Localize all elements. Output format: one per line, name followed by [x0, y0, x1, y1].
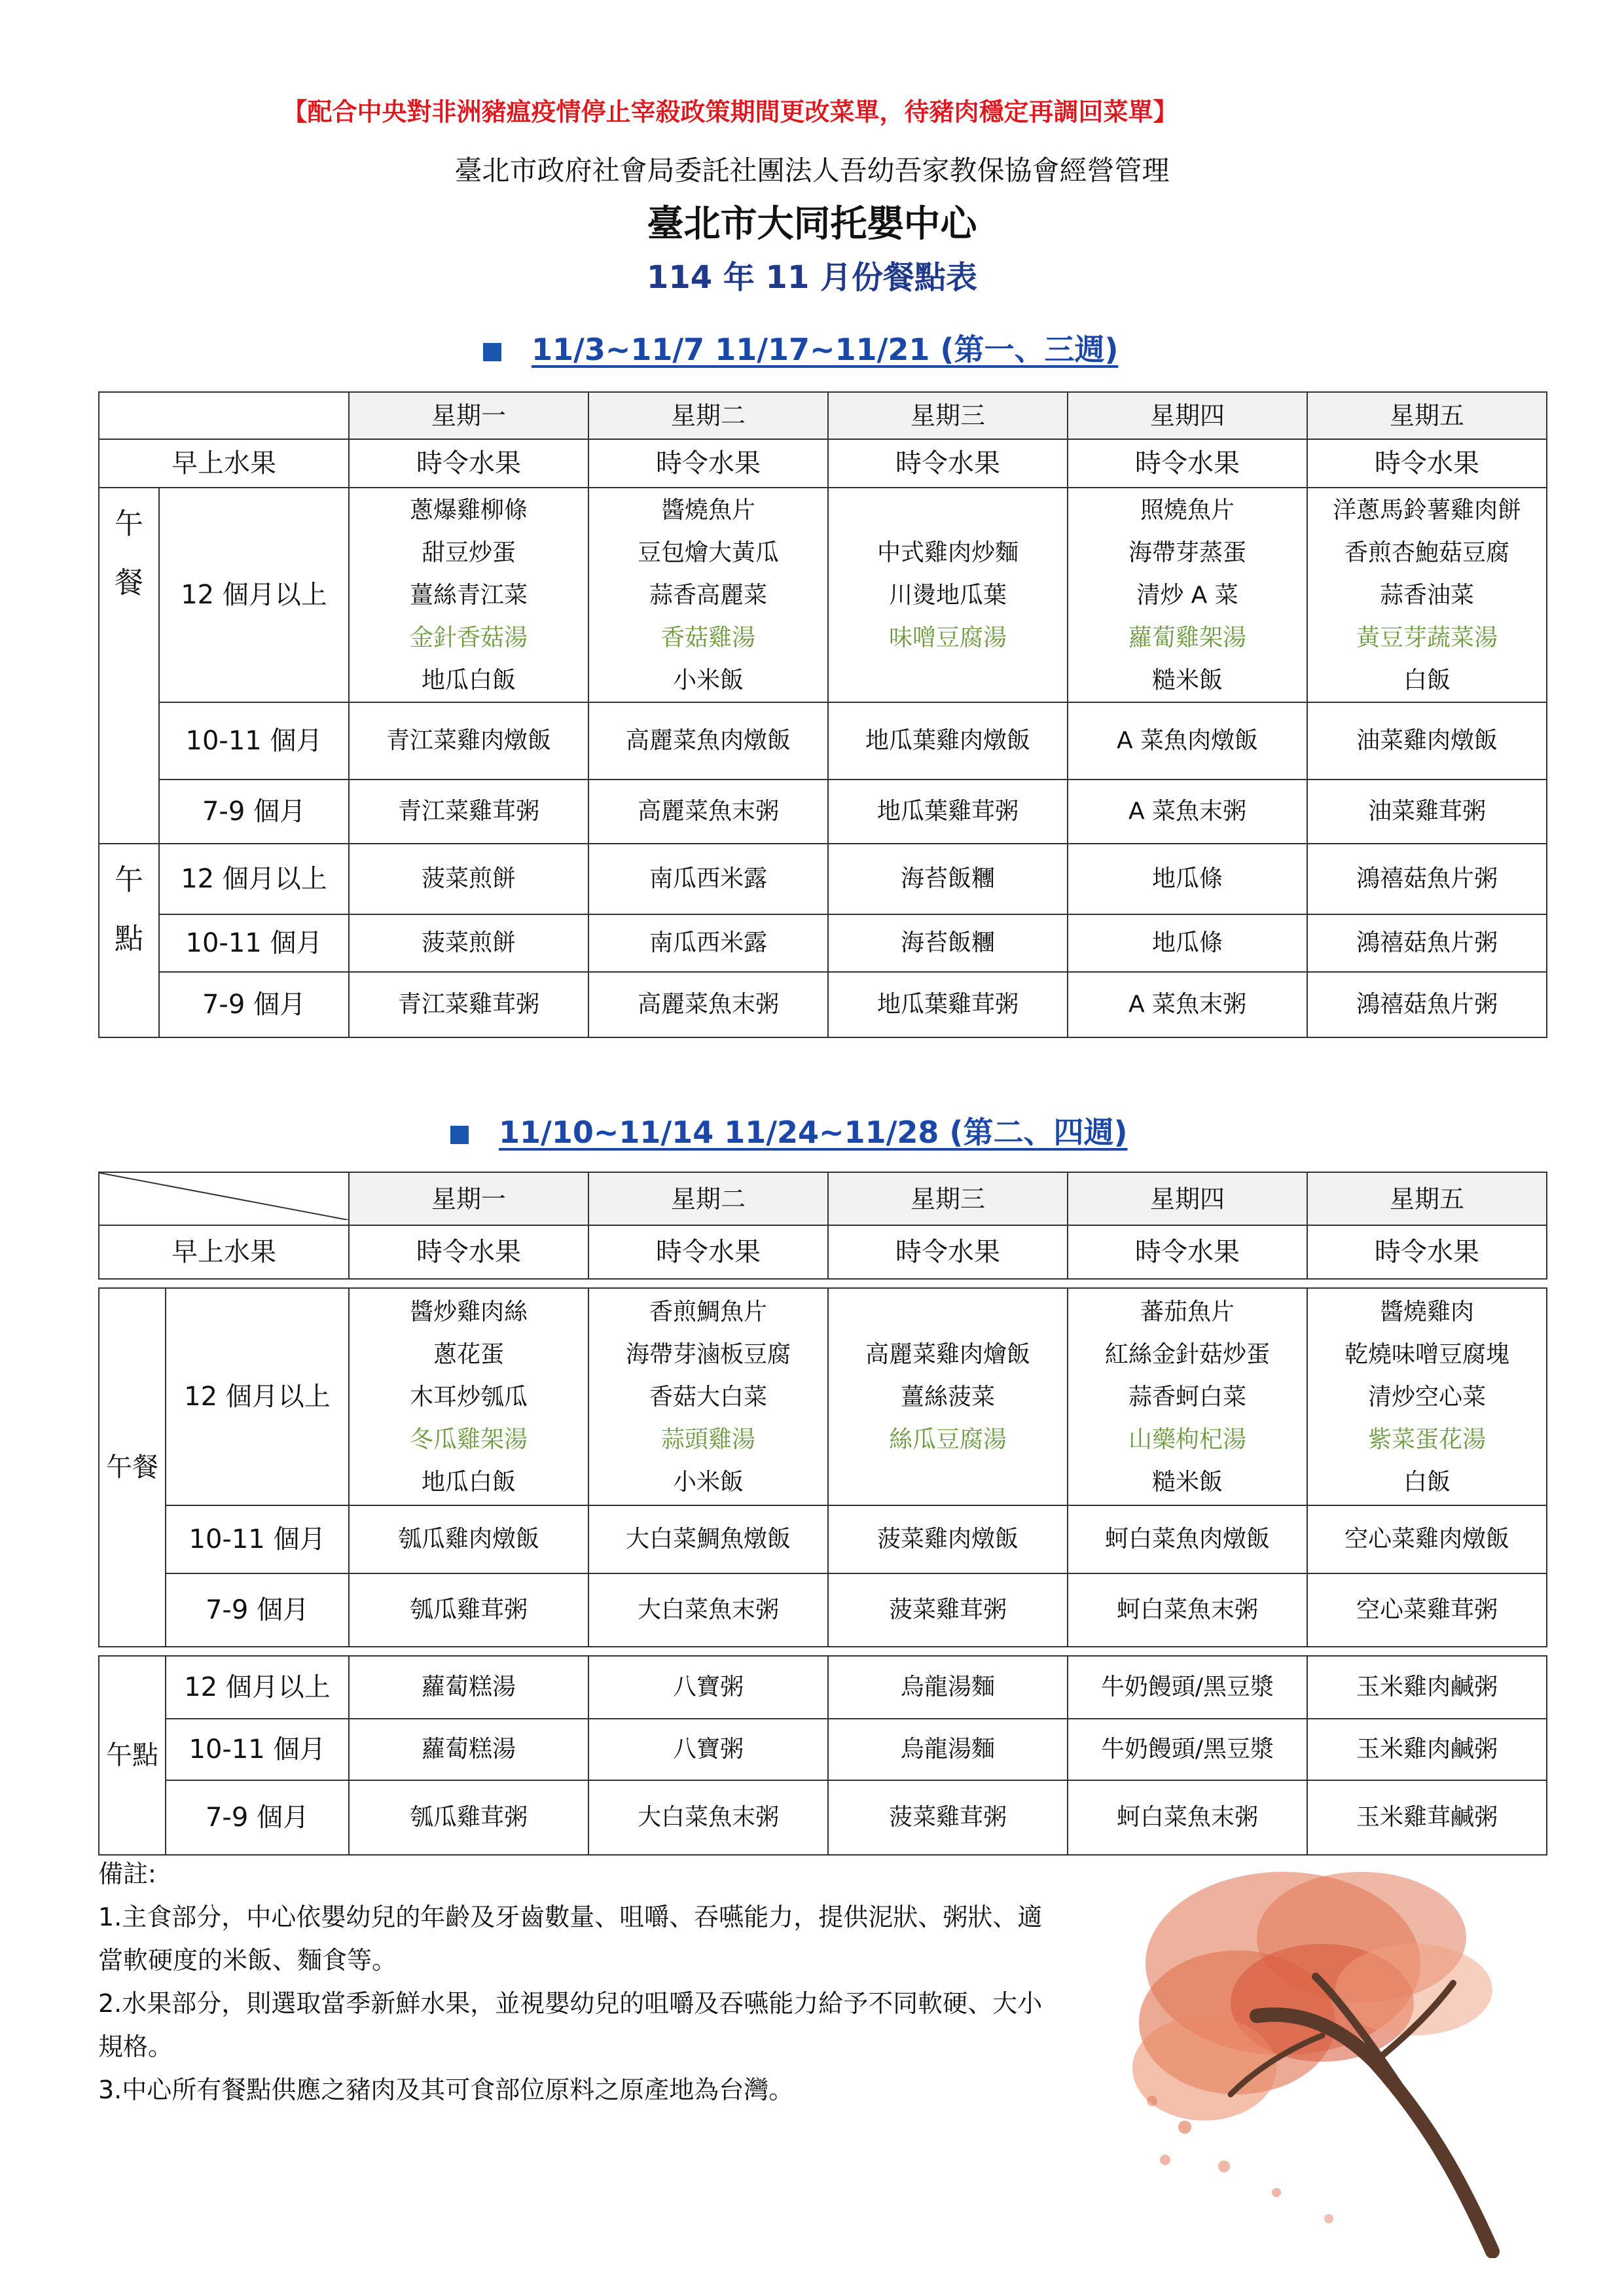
table-cell: 時令水果 — [588, 439, 828, 488]
table-header-row — [99, 392, 1547, 439]
day-header: 星期四 — [1068, 1172, 1307, 1225]
table-cell: 鴻禧菇魚片粥 — [1307, 914, 1547, 972]
group-label-char: 點 — [115, 922, 143, 956]
autumn-tree-illustration — [1126, 1852, 1571, 2258]
meal-cell: 高麗菜雞肉燴飯 薑絲菠菜 絲瓜豆腐湯 — [828, 1288, 1068, 1505]
lunch-group-label: 午餐 — [99, 1288, 166, 1647]
week2-heading-text: 11/10~11/14 11/24~11/28 (第二、四週) — [499, 1115, 1128, 1150]
lunch-12-row — [99, 488, 1547, 702]
age-label: 10-11 個月 — [159, 702, 349, 780]
page-title: 臺北市大同托嬰中心 — [647, 203, 977, 245]
fruit-row — [99, 1225, 1547, 1279]
table-cell: 南瓜西米露 — [588, 844, 828, 914]
age-label: 7-9 個月 — [159, 972, 349, 1037]
note-line: 3.中心所有餐點供應之豬肉及其可食部位原料之原產地為台灣。 — [98, 2075, 794, 2104]
table-cell: 海苔飯糰 — [828, 844, 1068, 914]
row-label: 早上水果 — [99, 439, 349, 488]
table-cell: 時令水果 — [1068, 1225, 1307, 1279]
table-cell: 海苔飯糰 — [828, 914, 1068, 972]
spacer-row — [99, 1647, 1547, 1656]
table-cell: 蚵白菜魚肉燉飯 — [1068, 1505, 1307, 1573]
age-label: 12 個月以上 — [159, 488, 349, 702]
table-cell: 烏龍湯麵 — [828, 1719, 1068, 1780]
meal-cell: 中式雞肉炒麵 川燙地瓜葉 味噌豆腐湯 — [828, 488, 1068, 702]
table-cell: 青江菜雞肉燉飯 — [349, 702, 588, 780]
day-header: 星期四 — [1068, 392, 1307, 439]
table-cell: 時令水果 — [1307, 1225, 1547, 1279]
row-label: 早上水果 — [99, 1225, 349, 1279]
age-label: 12 個月以上 — [159, 844, 349, 914]
table-cell: 空心菜雞茸粥 — [1307, 1573, 1547, 1647]
meal-cell: 醬燒雞肉 乾燒味噌豆腐塊 清炒空心菜 紫菜蛋花湯 白飯 — [1307, 1288, 1547, 1505]
table-cell: 地瓜葉雞茸粥 — [828, 972, 1068, 1037]
table-cell: 鴻禧菇魚片粥 — [1307, 972, 1547, 1037]
table-cell: 地瓜葉雞肉燉飯 — [828, 702, 1068, 780]
week1-heading — [483, 326, 1118, 369]
table-cell: 地瓜葉雞茸粥 — [828, 780, 1068, 844]
note-line: 當軟硬度的米飯、麵食等。 — [98, 1946, 397, 1975]
table-cell: 菠菜雞茸粥 — [828, 1780, 1068, 1855]
group-label-char: 餐 — [115, 566, 143, 600]
table-cell: 菠菜雞肉燉飯 — [828, 1505, 1068, 1573]
notes-title: 備註: — [98, 1859, 156, 1888]
table-cell: 大白菜鯛魚燉飯 — [588, 1505, 828, 1573]
week1-heading-text: 11/3~11/7 11/17~11/21 (第一、三週) — [532, 332, 1119, 367]
snack-7-row — [99, 972, 1547, 1037]
diagonal-line — [99, 1173, 348, 1220]
table-cell: 時令水果 — [828, 1225, 1068, 1279]
age-label: 12 個月以上 — [166, 1288, 349, 1505]
table-cell: 油菜雞肉燉飯 — [1307, 702, 1547, 780]
notice-banner: 【配合中央對非洲豬瘟疫情停止宰殺政策期間更改菜單，待豬肉穩定再調回菜單】 — [282, 98, 1178, 126]
table-cell: 空心菜雞肉燉飯 — [1307, 1505, 1547, 1573]
table-cell: 蚵白菜魚末粥 — [1068, 1573, 1307, 1647]
table-cell: 高麗菜魚末粥 — [588, 972, 828, 1037]
table-cell: 大白菜魚末粥 — [588, 1573, 828, 1647]
age-label: 7-9 個月 — [166, 1780, 349, 1855]
meal-cell: 蕃茄魚片 紅絲金針菇炒蛋 蒜香蚵白菜 山藥枸杞湯 糙米飯 — [1068, 1288, 1307, 1505]
age-label: 10-11 個月 — [166, 1505, 349, 1573]
table-cell: 牛奶饅頭/黑豆漿 — [1068, 1656, 1307, 1719]
table-cell: 蘿蔔糕湯 — [349, 1719, 588, 1780]
lunch-group-label — [99, 488, 159, 844]
tree-foliage — [1132, 1872, 1492, 2223]
week2-menu-table — [98, 1172, 1547, 1856]
meal-cell: 醬炒雞肉絲 蔥花蛋 木耳炒瓠瓜 冬瓜雞架湯 地瓜白飯 — [349, 1288, 588, 1505]
day-header: 星期三 — [828, 1172, 1068, 1225]
group-label-char: 午 — [115, 863, 143, 897]
age-label: 12 個月以上 — [166, 1656, 349, 1719]
table-cell: 青江菜雞茸粥 — [349, 972, 588, 1037]
table-cell: 時令水果 — [828, 439, 1068, 488]
table-cell: A 菜魚末粥 — [1068, 972, 1307, 1037]
lunch-7-row — [99, 780, 1547, 844]
snack-7-row — [99, 1780, 1547, 1855]
table-cell: 玉米雞肉鹹粥 — [1307, 1719, 1547, 1780]
day-header: 星期一 — [349, 1172, 588, 1225]
table-cell: 八寶粥 — [588, 1656, 828, 1719]
table-cell: 高麗菜魚肉燉飯 — [588, 702, 828, 780]
spacer-cell — [99, 1647, 1547, 1656]
day-header: 星期一 — [349, 392, 588, 439]
day-header: 星期二 — [588, 392, 828, 439]
table-cell: 青江菜雞茸粥 — [349, 780, 588, 844]
square-bullet-icon — [450, 1126, 469, 1144]
spacer-row — [99, 1279, 1547, 1288]
age-label: 7-9 個月 — [166, 1573, 349, 1647]
snack-10-row — [99, 1719, 1547, 1780]
table-cell: 時令水果 — [349, 1225, 588, 1279]
table-cell: 地瓜條 — [1068, 914, 1307, 972]
corner-cell-diagonal — [99, 1172, 349, 1225]
note-line: 2.水果部分，則選取當季新鮮水果，並視嬰幼兒的咀嚼及吞嚥能力給予不同軟硬、大小 — [98, 1989, 1043, 2018]
age-label: 10-11 個月 — [159, 914, 349, 972]
snack-10-row — [99, 914, 1547, 972]
age-label: 10-11 個月 — [166, 1719, 349, 1780]
square-bullet-icon — [483, 343, 501, 361]
fruit-row — [99, 439, 1547, 488]
table-cell: 時令水果 — [1068, 439, 1307, 488]
table-cell: 菠菜煎餅 — [349, 844, 588, 914]
meal-cell: 蔥爆雞柳條 甜豆炒蛋 薑絲青江菜 金針香菇湯 地瓜白飯 — [349, 488, 588, 702]
table-cell: 地瓜條 — [1068, 844, 1307, 914]
table-cell: 牛奶饅頭/黑豆漿 — [1068, 1719, 1307, 1780]
meal-cell: 醬燒魚片 豆包燴大黃瓜 蒜香高麗菜 香菇雞湯 小米飯 — [588, 488, 828, 702]
snack-group-label — [99, 844, 159, 1037]
table-cell: 時令水果 — [1307, 439, 1547, 488]
table-cell: 菠菜煎餅 — [349, 914, 588, 972]
snack-group-label: 午點 — [99, 1656, 166, 1855]
table-cell: 南瓜西米露 — [588, 914, 828, 972]
week2-heading — [450, 1109, 1127, 1152]
lunch-10-row — [99, 702, 1547, 780]
table-cell: 瓠瓜雞茸粥 — [349, 1780, 588, 1855]
table-cell: 時令水果 — [588, 1225, 828, 1279]
table-cell: 玉米雞肉鹹粥 — [1307, 1656, 1547, 1719]
table-cell: 蘿蔔糕湯 — [349, 1656, 588, 1719]
table-cell: A 菜魚肉燉飯 — [1068, 702, 1307, 780]
meal-cell: 香煎鯛魚片 海帶芽滷板豆腐 香菇大白菜 蒜頭雞湯 小米飯 — [588, 1288, 828, 1505]
table-cell: A 菜魚末粥 — [1068, 780, 1307, 844]
meal-cell: 洋蔥馬鈴薯雞肉餅 香煎杏鮑菇豆腐 蒜香油菜 黃豆芽蔬菜湯 白飯 — [1307, 488, 1547, 702]
note-line: 規格。 — [98, 2032, 173, 2061]
table-cell: 瓠瓜雞茸粥 — [349, 1573, 588, 1647]
table-header-row — [99, 1172, 1547, 1225]
table-cell: 蚵白菜魚末粥 — [1068, 1780, 1307, 1855]
snack-12-row — [99, 1656, 1547, 1719]
page-subtitle: 114 年 11 月份餐點表 — [646, 259, 978, 296]
day-header: 星期二 — [588, 1172, 828, 1225]
table-cell: 鴻禧菇魚片粥 — [1307, 844, 1547, 914]
table-cell: 烏龍湯麵 — [828, 1656, 1068, 1719]
day-header: 星期三 — [828, 392, 1068, 439]
lunch-12-row — [99, 1288, 1547, 1505]
meal-cell: 照燒魚片 海帶芽蒸蛋 清炒 A 菜 蘿蔔雞架湯 糙米飯 — [1068, 488, 1307, 702]
note-line: 1.主食部分，中心依嬰幼兒的年齡及牙齒數量、咀嚼、吞嚥能力，提供泥狀、粥狀、適 — [98, 1903, 1043, 1931]
corner-cell — [99, 392, 349, 439]
organization-line: 臺北市政府社會局委託社團法人吾幼吾家教保協會經營管理 — [454, 154, 1170, 187]
week1-menu-table — [98, 391, 1547, 1038]
notes-section — [98, 1852, 1146, 2111]
table-cell: 八寶粥 — [588, 1719, 828, 1780]
table-cell: 瓠瓜雞肉燉飯 — [349, 1505, 588, 1573]
day-header: 星期五 — [1307, 392, 1547, 439]
lunch-10-row — [99, 1505, 1547, 1573]
lunch-7-row — [99, 1573, 1547, 1647]
group-label-char: 午 — [115, 507, 143, 541]
table-cell: 高麗菜魚末粥 — [588, 780, 828, 844]
table-cell: 玉米雞茸鹹粥 — [1307, 1780, 1547, 1855]
table-cell: 菠菜雞茸粥 — [828, 1573, 1068, 1647]
spacer-cell — [99, 1279, 1547, 1288]
table-cell: 大白菜魚末粥 — [588, 1780, 828, 1855]
snack-12-row — [99, 844, 1547, 914]
day-header: 星期五 — [1307, 1172, 1547, 1225]
table-cell: 時令水果 — [349, 439, 588, 488]
age-label: 7-9 個月 — [159, 780, 349, 844]
table-cell: 油菜雞茸粥 — [1307, 780, 1547, 844]
